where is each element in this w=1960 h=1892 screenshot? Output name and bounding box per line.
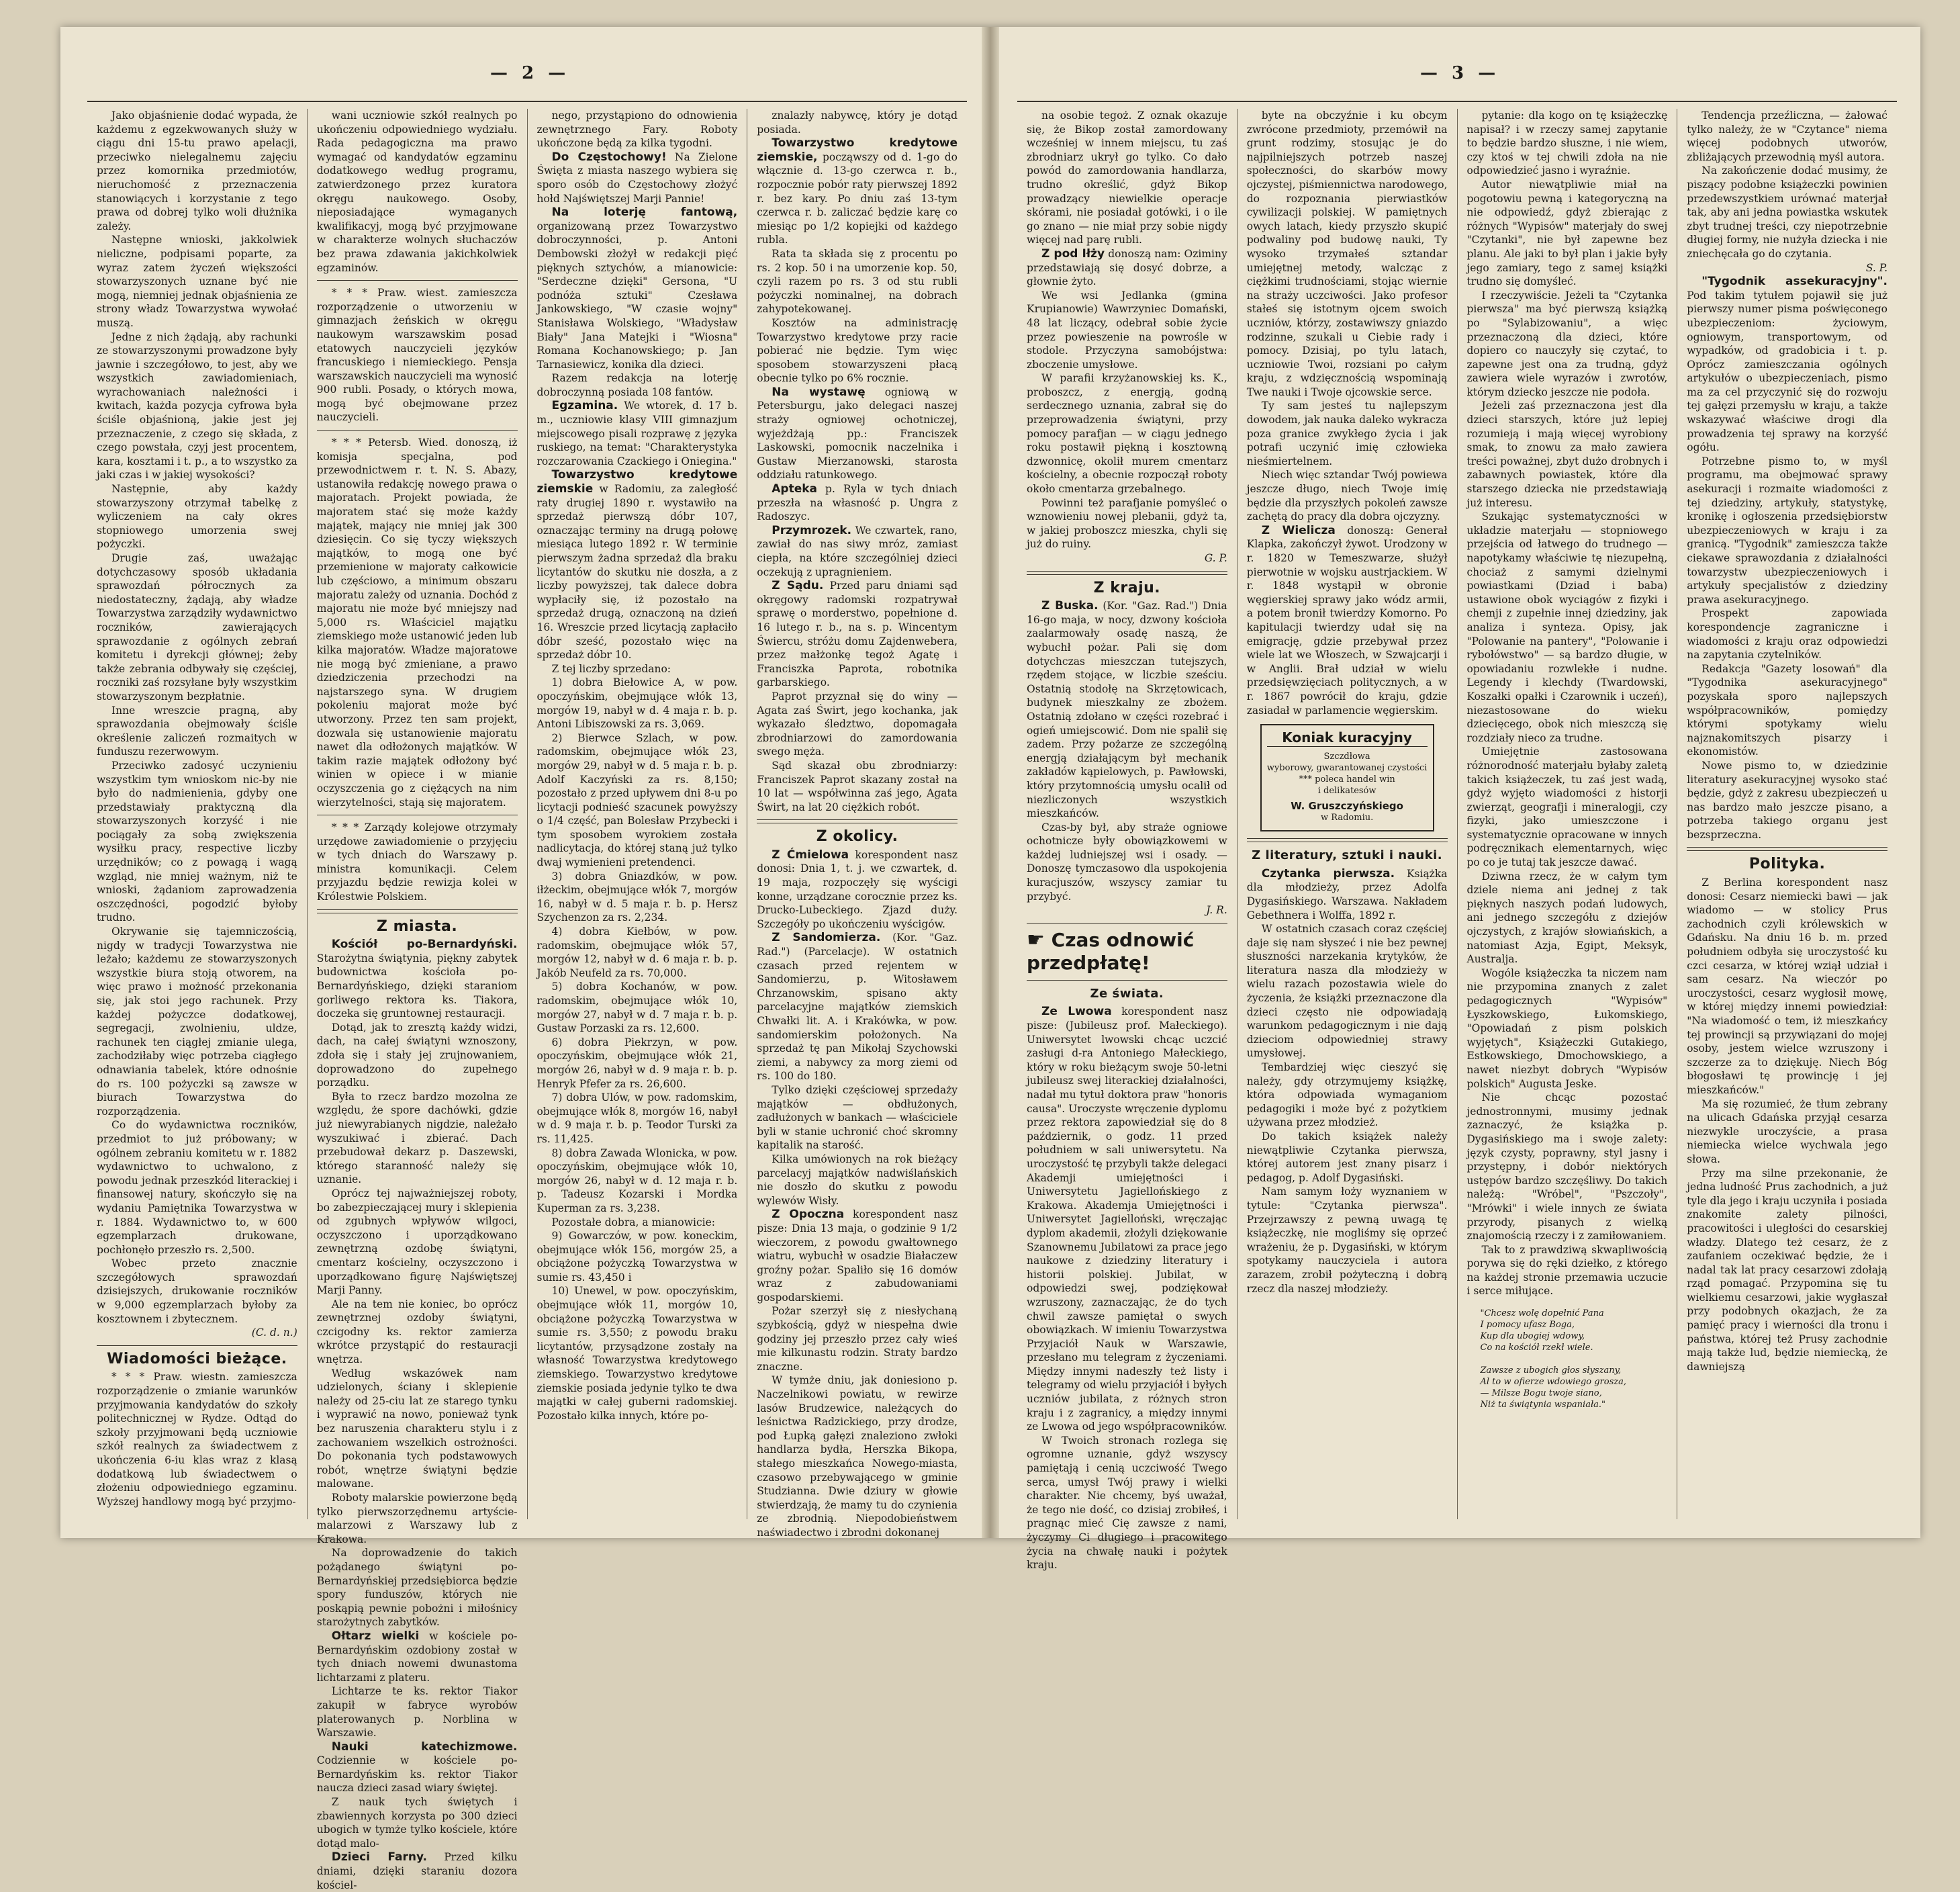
divider bbox=[757, 819, 958, 823]
paragraph-text: organizowaną przez Towarzystwo dobroczynności, p. Antoni Dembowski złożył w redakcji pięć pięknych sztychów, a mianowicie: "Serdeczne dzięki" Gersona, "U podnóża sztuki" Czesława Jankowskiego, "W czasie wojny" Stanisława Wolskiego, "Władysław Biały" Jana Matejki i "Wiosna" Romana Kochanowskiego; p. Jan Tarnasiewicz, konika dla dzieci. bbox=[536, 220, 738, 371]
paragraph-text: We czwartek, rano, zawiał do nas siwy mróz, zamiast ciepła, na które szczególniej dzieci oczekują z upragnieniem. bbox=[757, 524, 958, 578]
poem-line bbox=[1481, 1353, 1654, 1365]
paragraph: byte na obczyźnie i ku obcym zwrócone przedmioty, przemówił na grunt rodzimy, stosując je do najpilniejszych potrzeb naszej społeczności, do skarbów mowy ojczystej, piśmiennictwa narodowego, do rozpoznania pierwiastków cywilizacji polskiej. W pamiętnych owych latach, kiedy przyszło skupić podwaliny pod budowę nauki, Ty wysoko trzymałeś sztandar umiejętnej metody, walcząc z ciężkimi trudnościami, stojąc wiernie na straży uczciwości. Jako profesor stałeś się istotnym ojcem swoich uczniów, którzy, zostawiwszy gniazdo rodzinne, szukali u Ciebie rady i pomocy. Dzisiaj, po tylu latach, uczniowie Twoi, rozsiani po całym kraju, z wdzięcznością wspominają Twe nauki i Twoje ojcowskie serce. bbox=[1246, 109, 1448, 398]
subheading: Z Sandomierza. bbox=[772, 931, 881, 945]
poem-line: — Milsze Bogu twoje siano, bbox=[1480, 1388, 1602, 1399]
paragraph bbox=[1027, 1005, 1227, 1433]
paragraph bbox=[537, 468, 738, 662]
paragraph bbox=[757, 524, 958, 579]
subheading: Dzieci Farny. bbox=[331, 1850, 427, 1864]
subheading: Ołtarz wielki bbox=[331, 1629, 420, 1643]
paragraph: Z nauk tych świętych i zbawiennych korzysta po 300 dzieci ubogich w tymże tylko kościele, które dotąd malo- bbox=[316, 1796, 518, 1850]
right-columns bbox=[1017, 109, 1897, 1572]
signature: S. P. bbox=[1865, 261, 1887, 274]
paragraph: We wsi Jedlanka (gmina Krupianowie) Wawrzyniec Domański, 48 lat liczący, odebrał sobie życie przez powieszenie na powrośle w stodole. Przyczyna samobójstwa: zboczenie umysłowe. bbox=[1027, 289, 1227, 371]
paragraph: Wobec przeto znacznie szczegółowych sprawozdań dzisiejszych, drukowanie roczników w 9,000 egzemplarzach byłoby za kosztownem i zbytecznem. bbox=[97, 1257, 297, 1325]
paragraph: * * * Petersb. Wied. donoszą, iż komisja specjalna, pod przewodnictwem r. t. N. S. Abazy, ustanowiła redakcję nowego prawa o majoratach. Projekt powiada, że majoratem stać się może każdy majątek, mający nie mniej jak 300 dziesięcin. Co się tyczy większych majątków, to mogą one być przemienione w majoraty całkowicie lub częściowo, a minimum obszaru majoratu zależy od uznania. Dochód z majoratu nie może być mniejszy nad 5,000 rs. Właściciel majątku ziemskiego może ustanowić jeden lub kilka majoratów. Władze majoratowe nie mogą być zmieniane, a prawo dziedziczenia przechodzi na najstarszego syna. W drugiem pokoleniu majorat może być utworzony. Przez ten sam projekt, dozwala się ustanowienie majoratu nawet dla odłożonych majątków. W takim razie majątek odłożony być winien w opiece i w mianie oczyszczenia go z ciężących na nim wierzytelności, stają się majoratem. bbox=[316, 437, 518, 809]
paragraph bbox=[757, 1208, 958, 1304]
paragraph: 6) dobra Piekrzyn, w pow. opoczyńskim, obejmujące włók 21, morgów 26, nabył w d. 9 maja r. b. p. Henryk Pfefer za rs. 26,600. bbox=[536, 1036, 738, 1090]
left-page bbox=[60, 27, 990, 1891]
paragraph: Inne wreszcie pragną, aby sprawozdania obejmowały ściśle określenie zaliczeń rozmaitych w funduszu rezerwowym. bbox=[97, 704, 297, 758]
paragraph-text: Pod takim tytułem pojawił się już pierwszy numer pisma poświęconego ubezpieczeniom: życiowym, ogniowym, transportowym, od wypadków, od gradobicia i t. p. Oprócz zamieszczania ogólnych artykułów o ubezpieczeniach, pismo ma za cel przyczynić się do rozwoju tej gałęzi przemysłu w kraju, a także wskazywać właściwe drogi dla prowadzenia tej sprawy na korzyść ogółu. bbox=[1687, 289, 1887, 454]
paragraph: Autor niewątpliwie miał na pogotowiu pewną i kategoryczną na nie odpowiedź, gdyż zbierając z różnych "Wypisów" materjały do swej "Czytanki", nie był zapewne bez planu. Ale jaki to był plan i jakie były jego zamiary, tego z samej książki trudno się domyśleć. bbox=[1466, 178, 1668, 288]
paragraph: Na zakończenie dodać musimy, że piszący podobne książeczki powinien przedewszystkiem urównać materjał tak, aby ani jedna powiastka wskutek zbyt trudnej treści, czy niepotrzebnie długiej formy, nie nużyła dziecka i nie zniechęcała go do czytania. bbox=[1687, 165, 1887, 260]
paragraph-text: Przed paru dniami sąd okręgowy radomski rozpatrywał sprawę o morderstwo, popełnione d. 16 lutego r. b., na s. p. Wincentym Świercu, stróżu domu Zajdenwebera, przez małżonkę tegoż Agatę i Franciszka Paprota, robotnika garbarskiego. bbox=[757, 580, 958, 689]
paragraph bbox=[1027, 599, 1227, 821]
paragraph bbox=[537, 399, 738, 468]
divider bbox=[1027, 923, 1227, 924]
section-heading-country: Z kraju. bbox=[1093, 579, 1161, 596]
paragraph: Oprócz tej najważniejszej roboty, bo zabezpieczającej mury i sklepienia od zgubnych wpływów wilgoci, oczyszczono i uporządkowano zewnętrzną ozdobę świątyni, cmentarz kościelny, oczyszczono i uporządkowano figurę Najświętszej Marji Panny. bbox=[316, 1187, 518, 1297]
paragraph: Przy ma silne przekonanie, że jedna ludność Prus zachodnich, a już tyle dla jego i kraju uczyniła i posiada znakomite zalety pilności, pracowitości i uległości do cesarskiej władzy. Dlatego też cesarz, że z zaufaniem oczekiwać będzie, że i nadal tak lat pracy cesarzowi zdołają rząd pomagać. Przypomina się tu wielkiemu cesarzowi, jakie wygłaszał przy podobnych okazjach, że za pamięć pracy i wierności dla tronu i państwa, której też Prusy zachodnie mają także lud, będzie niemiecką, że dawniejszą bbox=[1687, 1167, 1887, 1373]
paragraph: 4) dobra Kiełbów, w pow. radomskim, obejmujące włók 57, morgów 12, nabył w d. 6 maja r. b. p. Jakób Neufeld za rs. 70,000. bbox=[536, 926, 738, 979]
paragraph: Rata ta składa się z procentu po rs. 2 kop. 50 i na umorzenie kop. 50, czyli razem po rs. 3 od stu rubli pożyczki nominalnej, na dobrach zahypotekowanej. bbox=[757, 247, 958, 316]
paragraph: Szukając systematyczności w układzie materjału — stopniowego przejścia od łatwego do trudnego — napotykamy właściwie tę niezupełną, chociaż z samymi dzielnymi powiastkami (Dziad i baba) ustawione obok wyciągów z fizyki i chemji z zupełnie innej dziedziny, jak analiza i synteza. Opisy, jak "Polowanie na pantery", "Polowanie i rybołówstwo" — są bardzo długie, w opowiadaniu rozwlekłe i nudne. Legendy i klechdy (Twardowski, Koszałki opałki i Czarownik i uczeń), niezastosowane do wieku dziecięcego, obok nich mieszczą się rozdziały nieco za trudne. bbox=[1466, 510, 1668, 744]
paragraph bbox=[757, 579, 958, 690]
subheading: Do Częstochowy! bbox=[551, 150, 667, 164]
paragraph: nego, przystąpiono do odnowienia zewnętrznego Fary. Roboty ukończone będą za kilka tygodni. bbox=[536, 109, 738, 150]
section-heading-city: Z miasta. bbox=[377, 917, 458, 935]
paragraph: Co do wydawnictwa roczników, przedmiot to już próbowany; w ogólnem zebraniu komitetu w r. 1882 wydawnictwo to uchwalono, z powodu jednak przeszkód literackiej i finansowej natury, skończyło się na wydaniu Pamiętnika Towarzystwa w r. 1884. Wydawnictwo to, w 600 egzemplarzach drukowane, pochłonęło przeszło rs. 2,500. bbox=[97, 1119, 297, 1256]
ad-city: w Radomiu. bbox=[1321, 813, 1374, 823]
paragraph: Jedne z nich żądają, aby rachunki ze stowarzyszonymi prowadzone były jawnie i szczegółowo, to jest, aby we wszystkich zawiadomieniach, wyrachowaniach należności i kwitach, każda pozycja cyfrowa była ściśle objaśnioną, jakie jest jej przeznaczenie, z czego się składa, z czego powstała, czyj jest procentem, kara, kosztami i t. p., a to wszystko za jaki czas i w jakiej wysokości? bbox=[97, 330, 297, 482]
divider bbox=[1027, 571, 1227, 575]
left-page-number: — 2 — bbox=[490, 63, 570, 83]
paragraph: Nam samym łoży wyznaniem w tytule: "Czytanka pierwsza". Przejrzawszy z pewną uwagą tę książeczkę, nie mogliśmy się oprzeć wrażeniu, że p. Dygasiński, w którym spotykamy nauczyciela i autora zarazem, zrobił pożyteczną i dobrą rzecz dla naszej młodzieży. bbox=[1246, 1185, 1448, 1295]
paragraph: 7) dobra Ulów, w pow. radomskim, obejmujące włók 8, morgów 16, nabył w d. 9 maja r. b. p. Teodor Turski za rs. 11,425. bbox=[536, 1091, 738, 1145]
right-page-number: — 3 — bbox=[1420, 63, 1500, 83]
paragraph: 1) dobra Biełowice A, w pow. opoczyńskim, obejmujące włók 13, morgów 19, nabył w d. 4 maja r. b. p. Antoni Libiszowski za rs. 3,069. bbox=[536, 676, 738, 731]
right-col-1 bbox=[1017, 109, 1238, 1572]
paragraph: 9) Gowarczów, w pow. koneckim, obejmujące włók 156, morgów 25, a obciążone pożyczką Towarzystwa w sumie rs. 43,450 i bbox=[536, 1230, 738, 1283]
subscription-promo bbox=[1027, 929, 1227, 975]
section-heading-world: Ze świata. bbox=[1090, 986, 1164, 1001]
left-col-4 bbox=[747, 109, 967, 1539]
divider bbox=[317, 909, 518, 913]
paragraph bbox=[317, 1629, 518, 1684]
paragraph-text: Codziennie w kościele po-Bernardyńskim ks. rektor Tiakor naucza dzieci zasad wiary świętej. bbox=[316, 1754, 518, 1795]
ad-line: wyborowy, gwarantowanej czystości bbox=[1266, 763, 1428, 774]
paragraph: Była to rzecz bardzo mozolna ze względu, że spore dachówki, gdzie już niewyrabianych nigdzie, należało wyszukiwać i zbierać. Dach przebudował dekarz p. Daszewski, którego staranność należy się uznanie. bbox=[316, 1090, 518, 1186]
subheading: Apteka bbox=[772, 482, 818, 496]
divider bbox=[1027, 980, 1227, 981]
promo-line: Czas odnowić bbox=[1051, 928, 1195, 951]
paragraph: Następnie, aby każdy stowarzyszony otrzymał tabelkę z wyliczeniem na cały okres stopniowego umorzenia swej pożyczki. bbox=[97, 483, 297, 551]
paragraph-text: począwszy od d. 1-go do włącznie d. 13-go czerwca r. b., rozpocznie pobór raty pierwszej 1892 r. bez kary. Po dniu zaś 13-tym czerwca r. b. zaliczać będzie karę co miesiąc po 1/2 kopiejki od każdego rubla. bbox=[757, 150, 958, 246]
subheading: Z Buska. bbox=[1041, 599, 1099, 613]
section-heading-news: Wiadomości bieżące. bbox=[107, 1350, 287, 1367]
paragraph: Z tej liczby sprzedano: bbox=[551, 662, 671, 675]
subheading: Towarzystwo kredytowe ziemskie bbox=[536, 468, 738, 496]
paragraph bbox=[1027, 247, 1227, 289]
paragraph bbox=[757, 386, 958, 482]
paragraph: Roboty malarskie powierzone będą tylko pierwszorzędnemu artyście-malarzowi z Warszawy lub z Krakowa. bbox=[316, 1492, 518, 1545]
left-header-rule bbox=[87, 101, 967, 102]
paragraph-text: Książka dla młodzieży, przez Adolfa Dygasińskiego. Warszawa. Nakładem Gebethnera i Wolffa, 1892 r. bbox=[1246, 867, 1448, 921]
paragraph bbox=[537, 206, 738, 371]
paragraph: Kilka umówionych na rok bieżący parcelacyj majątków nadwiślańskich nie doszło do skutku z powodu wylewów Wisły. bbox=[757, 1153, 958, 1207]
subheading: Egzamina. bbox=[551, 399, 618, 413]
subheading: Na wystawę bbox=[772, 385, 866, 399]
signature: G. P. bbox=[1204, 552, 1227, 564]
paragraph: Potrzebne pismo to, w myśl programu, ma obejmować sprawy asekuracji i rozmaite wiadomości z tej dziedziny, artykuły, statystykę, kronikę i ogłoszenia przedsiębiorstw ubezpieczeniowych w kraju i za granicą. "Tygodnik" zamieszcza także ciekawe sprawozdania z działalności towarzystw ubezpieczeniowych i artykuły specjalistów z dziedziny prawa asekuracyjnego. bbox=[1687, 455, 1887, 606]
paragraph: Kosztów na administrację Towarzystwo kredytowe przy racie pobierać nie będzie. Tym więc sposobem stowarzyszeni płacą obecnie tylko po 6% rocznie. bbox=[757, 316, 958, 385]
pointing-hand-icon: ☛ bbox=[1027, 928, 1045, 952]
divider bbox=[317, 280, 518, 281]
paragraph: Powinni też parafjanie pomyśleć o wznowieniu nowej plebanii, gdyż ta, w jakiej proboszcz mieszka, chyli się już do ruiny. bbox=[1027, 496, 1227, 551]
paragraph: znalazły nabywcę, który je dotąd posiada. bbox=[757, 109, 958, 136]
paragraph: 10) Unewel, w pow. opoczyńskim, obejmujące włók 11, morgów 10, obciążone pożyczką Towarzystwa w sumie rs. 3,550; z powodu braku licytantów, przysądzone zostały na własność Towarzystwa kredytowego ziemskiego. Towarzystwo kredytowe ziemskie posiada jedynie tylko te dwa majątki w całej guberni radomskiej. Pozostało kilka innych, które po- bbox=[536, 1285, 738, 1422]
paragraph: Do takich książek należy niewątpliwie Czytanka pierwsza, której autorem jest znany pisarz i pedagog, p. Adolf Dygasiński. bbox=[1246, 1130, 1448, 1184]
paragraph: 5) dobra Kochanów, w pow. radomskim, obejmujące włók 10, morgów 27, nabył w d. 7 maja r. b. p. Gustaw Porzaski za rs. 12,600. bbox=[536, 981, 738, 1035]
paragraph: W ostatnich czasach coraz częściej daje się nam słyszeć i nie bez pewnej słuszności narzekania krytyków, że literatura nasza dla młodzieży w wielu razach pozostawia wiele do życzenia, że książki przeznaczone dla dzieci często nie odpowiadają warunkom pedagogicznym i nie dają dzieciom odpowiedniej strawy umysłowej. bbox=[1246, 923, 1448, 1060]
paragraph bbox=[757, 136, 958, 247]
subheading: Z Wielicza bbox=[1261, 523, 1336, 537]
paragraph: 3) dobra Gniazdków, w pow. iłżeckim, obejmujące włók 7, morgów 16, nabył w d. 5 maja r. b. p. Hersz Szychenzon za rs. 2,234. bbox=[536, 870, 738, 924]
paragraph-text: Przed kilku dniami, dzięki staraniu dozora kościel- bbox=[316, 1851, 518, 1891]
paragraph bbox=[1247, 867, 1448, 922]
ad-line: i delikatesów bbox=[1317, 786, 1376, 797]
section-heading-region: Z okolicy. bbox=[816, 828, 898, 846]
paragraph: Umiejętnie zastosowana różnorodność materjału byłaby zaletą takich książeczek, tu zaś jest wadą, gdyż wyjęto wiadomości z historji zwierząt, geografji i mineralogji, czy fizyki, jako umieszczone i systematycznie opracowane w innych podręcznikach elementarnych, więc po co je tutaj tak jeszcze dawać. bbox=[1466, 746, 1668, 869]
paragraph: Lichtarze te ks. rektor Tiakor zakupił w fabryce wyrobów platerowanych p. Norblina w Warszawie. bbox=[316, 1685, 518, 1740]
paragraph: Ale na tem nie koniec, bo oprócz zewnętrznej ozdoby świątyni, czcigodny ks. rektor zamierza wkrótce przystąpić do restauracji wnętrza. bbox=[316, 1298, 518, 1366]
paragraph bbox=[317, 1850, 518, 1892]
paragraph: Przeciwko zadosyć uczynieniu wszystkim tym wnioskom nic-by nie było do nadmienienia, gdyby one przedstawiały praktyczną dla stowarzyszonych korzyść i nie pociągały za sobą zwiększenia wysiłku pracy, respective liczby urzędników; co z powagą i wagą wzgląd, nie mniej ważnym, niż te wnioski, żądaniom zaprowadzenia oszczędności, pogodzić byłoby trudno. bbox=[97, 759, 297, 924]
paragraph bbox=[317, 938, 518, 1021]
poem-line: "Chcesz wolę dopełnić Pana bbox=[1480, 1308, 1604, 1319]
signature: J. R. bbox=[1206, 904, 1227, 917]
paragraph bbox=[757, 482, 958, 524]
poem-line: I pomocy ufasz Boga, bbox=[1480, 1320, 1575, 1331]
paragraph-text: ogniową w Petersburgu, jako delegaci naszej straży ogniowej ochotniczej, wyjeżdżają pp.: Franciszek Laskowski, pomocnik naczelnika i Gustaw Mierzanowski, starosta oddziału ratunkowego. bbox=[757, 386, 958, 482]
paragraph: * * * Praw. wiest. zamieszcza rozporządzenie o utworzeniu w gimnazjach żeńskich w okręgu naukowym warszawskim posad etatowych nauczycieli języków francuskiego i niemieckiego. Pensja warszawskich nauczycieli ma wynosić 900 rubli. Posady, o których mowa, mogą być obejmowane przez nauczycieli. bbox=[316, 287, 518, 424]
paragraph: Niech więc sztandar Twój powiewa jeszcze długo, niech Twoje imię będzie dla przyszłych pokoleń zawsze zachętą do pracy dla dobra ojczyzny. bbox=[1246, 469, 1448, 523]
signature: (C. d. n.) bbox=[251, 1326, 297, 1339]
paragraph-text: korespondent nasz pisze: Dnia 13 maja, o godzinie 9 1/2 wieczorem, z powodu gwałtownego wiatru, wybuchł w osadzie Białaczew groźny pożar. Spaliło się 16 domów wraz z zabudowaniami gospodarskiemi. bbox=[757, 1208, 958, 1304]
paragraph: Paprot przyznał się do winy — Agata zaś Świrt, jego kochanka, jak wykazało śledztwo, dopomagała zbrodniarzowi do zamordowania swego męża. bbox=[757, 690, 958, 758]
ad-line: Szczdłowa bbox=[1323, 752, 1370, 762]
paragraph-text: donoszą nam: Oziminy przedstawiają się dosyć dobrze, a głownie żyto. bbox=[1027, 247, 1227, 288]
paragraph-text: Na Zielone Święta z miasta naszego wybiera się sporo osób do Częstochowy złożyć hołd Najświętszej Marji Pannie! bbox=[536, 150, 738, 205]
paragraph-text: korespondent nasz donosi: Dnia 1, t. j. we czwartek, d. 19 maja, rozpoczęły się wyścigi konne, urządzane corocznie przez ks. Drucko-Lubeckiego. Zjazd duży. Szczegóły po ukończeniu wyścigów. bbox=[757, 848, 958, 930]
poem-line: Al to w ofierze wdowiego grosza, bbox=[1480, 1377, 1627, 1388]
paragraph-text: (Kor. "Gaz. Rad.") (Parcelacje). W ostatnich czasach przed rejentem w Sandomierzu, p. Witosławem Chrzanowskim, spisano akty parcelacyjne majątków ziemskich Chwałki lit. A. i Krakówka, w pow. sandomierskim położonych. Na sprzedaż tę pan Mikołaj Szychowski ziemi, a nabywcy za morg ziemi od rs. 100 do 180. bbox=[757, 932, 958, 1083]
paragraph bbox=[757, 848, 958, 932]
paragraph: Na doprowadzenie do takich pożądanego świątyni po-Bernardyńskiej przedsiębiorca będzie spory funduszów, których nie poskąpią pewnie pobożni i miłośnicy starożytnych zabytków. bbox=[316, 1547, 518, 1629]
paragraph: Tembardziej więc cieszyć się należy, gdy otrzymujemy książkę, która odpowiada wymaganiom pedagogiki i może być z pożytkiem używana przez młodzież. bbox=[1246, 1061, 1448, 1129]
subheading: Czytanka pierwsza. bbox=[1261, 866, 1395, 881]
paragraph bbox=[537, 150, 738, 206]
cognac-advertisement bbox=[1260, 724, 1434, 831]
paragraph: pytanie: dla kogo on tę książeczkę napisał? i w rzeczy samej zapytanie to będzie bardzo słuszne, i nie wiem, czy ktoś w tej chwili zdoła na nie odpowiedzieć jasno i wyraźnie. bbox=[1466, 109, 1668, 177]
right-page bbox=[990, 27, 1920, 1572]
divider bbox=[1247, 838, 1448, 842]
paragraph: Czas-by był, aby straże ogniowe ochotnicze były obowiązkowemi w każdej ludniejszej wsi i osady. — Donoszę tymczasowo dla uspokojenia kuracjuszów, wszyscy zamiar tu przybyć. bbox=[1027, 821, 1227, 903]
paragraph-text: w Radomiu, za zaległość raty drugiej 1890 r. wystawiło na sprzedaż pierwszą dóbr 107, oznaczając terminy na drugą połowę miesiąca lutego 1892 r. W terminie pierwszym żadna sprzedaż dla braku licytantów do skutku nie doszła, a z liczby powyższej, tak dalece dobra wypłaciły się, iż pozostało na sprzedaż drugą, oznaczoną na dzień 16. Wreszcie przed licytacją zapłaciło dóbr sześć, pozostało więc na sprzedaż dóbr 10. bbox=[536, 483, 738, 662]
right-col-4 bbox=[1677, 109, 1897, 1519]
paragraph bbox=[317, 1740, 518, 1795]
paragraph: Razem redakcja na loterję dobroczynną posiada 108 fantów. bbox=[536, 372, 738, 398]
paragraph-text: donoszą: Generał Klapka, zakończył żywot. Urodzony w r. 1820 w Temeszwarze, służył pierwotnie w wojsku austrjackiem. W r. 1848 wystąpił w obronie węgierskiej sprawy jako wódz armii, a potem bronił twierdzy Komorno. Po kapitulacji twierdzy udał się na emigrację, gdzie przebywał przez wiele lat we Włoszech, w Szwajcarji i w Anglii. Brał udział w wielu przedsięwzięciach politycznych, a w r. 1867 powrócił do kraju, gdzie zasiadał w parlamencie węgierskim. bbox=[1246, 524, 1448, 717]
paragraph: W Twoich stronach rozlega się ogromne uznanie, gdyż wszyscy pamiętają i cenią uczciwość Twego serca, umysł Twój prawy i wielki charakter. Nie chcemy, byś uważał, że tego nie dość, co dzisiaj zrobiłeś, i pragnąc mieć Cię zawsze z nami, życzymy Ci długiego i pracowitego życia na chwałę nauki i pożytek kraju. bbox=[1027, 1434, 1227, 1572]
paragraph: Prospekt zapowiada korespondencje zagraniczne i wiadomości z kraju oraz odpowiedzi na zapytania czytelników. bbox=[1687, 607, 1887, 662]
paragraph: Okrywanie się tajemniczością, nigdy w tradycji Towarzystwa nie leżało; każdemu ze stowarzyszonych wszystkie biura stoją otworem, na więc prawo i możność przekonania się, jak stoi jego rachunek. Przy każdej pożyczce dodatkowej, segregacji, zwolnieniu, uldze, rachunek ten ciągłej zmianie ulega, zachodziłaby więc potrzeba ciągłego odnawiania tabelek, które odnośnie do rs. 100 pożyczki są zawsze w biurach Towarzystwa do rozporządzenia. bbox=[97, 926, 297, 1118]
paragraph-text: (Kor. "Gaz. Rad.") Dnia 16-go maja, w nocy, dzwony kościoła zaalarmowały osadę naszą, że wybuchł pożar. Pali się dom dotychczas mieszczan tutejszych, rzędem stojące, w liczbie sześciu. Ostatnią stodołę na Skrzętowicach, budynek mieszkalny ze zbożem. Ostatnią zdołano w części rozebrać i ogień umiejscowić. Dom nie spalił się zadem. Przy pożarze ze szczególną energją działającym był mechanik zakładów kąpielowych, p. Pawłowski, który przytomnością umysłu ocalił od niezliczonych wszystkich mieszkańców. bbox=[1027, 600, 1227, 820]
poem bbox=[1481, 1308, 1654, 1410]
paragraph: Redakcja "Gazety losowań" dla "Tygodnika asekuracyjnego" pozyskała sporo najlepszych współpracowników, pomiędzy którymi spotykamy wielu najznakomitszych pisarzy i ekonomistów. bbox=[1687, 662, 1887, 758]
paragraph: Tendencja przeźliczna, — żałować tylko należy, że w "Czytance" niema więcej podobnych utworów, zbliżających przewodnią myśl autora. bbox=[1687, 109, 1887, 163]
paragraph: Z Berlina korespondent nasz donosi: Cesarz niemiecki bawi — jak wiadomo — w stolicy Prus zachodnich czyli królewskich w Gdańsku. Na dniu 16 b. m. przed południem odbyła się uroczystość ku czci cesarza, w której wziął udział i sam cesarz. Na wieczór po uroczystości, cesarz wygłosił mowę, w której między innemi powiedział: "Na wiadomość o tem, iż mieszkańcy tej prowincji są przywiązani do mojej osoby, jestem wielce wzruszony i szczerze za to dziękuję. Niech Bóg błogosławi tę prowincję i jej mieszkańców." bbox=[1687, 876, 1887, 1096]
subheading: Z Opoczna bbox=[772, 1208, 845, 1222]
paragraph: Tak to z prawdziwą skwapliwością porywa się do ręki dziełko, z którego na każdej stronie przemawia uczucie i serce miłujące. bbox=[1466, 1243, 1668, 1298]
section-heading-literature: Z literatury, sztuki i nauki. bbox=[1252, 848, 1443, 863]
paragraph: Pożar szerzył się z niesłychaną szybkością, gdyż w niespełna dwie godziny jej przeszło przez cały wieś mie kilkunastu rodzin. Straty bardzo znaczne. bbox=[757, 1305, 958, 1373]
paragraph bbox=[1247, 524, 1448, 717]
divider bbox=[317, 430, 518, 431]
paragraph: wani uczniowie szkół realnych po ukończeniu odpowiedniego wydziału. Rada pedagogiczna ma prawo wymagać od kandydatów egzaminu dodatkowego według programu, zatwierdzonego przez kuratora okręgu naukowego. Osoby, nieposiadające wymaganych kwalifikacyj, mogą być przyjmowane w charakterze wolnych słuchaczów bez prawa zdawania jakichkolwiek egzaminów. bbox=[316, 109, 518, 274]
paragraph: Dziwna rzecz, że w całym tym dziele niema ani jednej z tak pięknych naszych podań ludowych, ani jednego szczegółu z dziejów ojczystych, z krajów słowiańskich, a natomiast Azja, Egipt, Meksyk, Australja. bbox=[1466, 870, 1668, 966]
subheading: Z Sądu. bbox=[772, 579, 824, 593]
section-heading-politics: Polityka. bbox=[1748, 856, 1826, 873]
paragraph bbox=[757, 931, 958, 1083]
left-col-1 bbox=[87, 109, 308, 1519]
poem-line: Kup dla ubogiej wdowy, bbox=[1480, 1331, 1585, 1342]
paragraph bbox=[1687, 275, 1887, 455]
paragraph: Ty sam jesteś tu najlepszym dowodem, jak nauka daleko wykracza poza granice zwykłego życia i jak potrafi uczynić imię człowieka nieśmiertelnem. bbox=[1246, 400, 1448, 467]
paragraph: Dotąd, jak to zresztą każdy widzi, dach, na całej świątyni wznoszony, zdoła się i stały jej zrujnowaniem, doprowadzono do zupełnego porządku. bbox=[316, 1021, 518, 1089]
paragraph: Według wskazówek nam udzielonych, ściany i sklepienie należy od 25-ciu lat ze starego tynku i wyprawić na nowo, ponieważ tynk bez naruszenia charakteru stylu i z zachowaniem wszelkich ostrożności. Do pokonania tych podstawowych robót, wnętrze świątyni będzie malowane. bbox=[316, 1367, 518, 1490]
subheading: Z pod Iłży bbox=[1041, 246, 1105, 261]
subheading: "Tygodnik assekuracyjny". bbox=[1701, 275, 1887, 289]
paragraph-text: w kościele po-Bernardyńskim ozdobiony został w tych dniach nowemi dwunastoma lichtarzami z plateru. bbox=[316, 1629, 518, 1684]
paragraph: Jeżeli zaś przeznaczona jest dla dzieci starszych, które już lepiej rozumieją i mają więcej wyrobiony smak, to znowu za mało zawiera treści poważnej, zbyt dużo drobnych i zabawnych powiastek, które dla starszego dziecka nie przedstawiają już interesu. bbox=[1466, 400, 1668, 509]
paragraph: Tylko dzięki częściowej sprzedaży majątków — obdłużonych, zadłużonych w bankach — właściciele byli w stanie uchronić choć skromny kapitalik na starość. bbox=[757, 1083, 958, 1152]
right-col-2 bbox=[1238, 109, 1458, 1519]
paragraph-text: p. Ryla w tych dniach przeszła na własność p. Ungra z Radoszyc. bbox=[757, 483, 958, 523]
ad-firm-name: W. Gruszczyńskiego bbox=[1291, 800, 1403, 813]
paragraph: Nowe pismo to, w dziedzinie literatury asekuracyjnej wysoko stać będzie, gdyż z zakresu ubezpieczeń u nas bardzo mało jeszcze pisano, a potrzeba takiego organu jest bezsprzeczna. bbox=[1687, 759, 1887, 841]
poem-line: Niż ta świątynia wspaniała." bbox=[1480, 1400, 1606, 1410]
subheading: Towarzystwo kredytowe ziemskie, bbox=[757, 136, 958, 164]
subheading: Z Ćmielowa bbox=[772, 848, 849, 862]
subheading: Przymrozek. bbox=[772, 523, 852, 537]
paragraph: Drugie zaś, uważając dotychczasowy sposób układania sprawozdań półrocznych za niedostateczny, żądają, aby władze Towarzystwa zarządziły wydawnictwo roczników, zawierających sprawozdanie z ogólnych zebrań komitetu i dyrekcji głównej; żeby także zebrania odbywały się częściej, roczniki zaś rozsyłane były wszystkim stowarzyszonym bezpłatnie. bbox=[97, 552, 297, 703]
paragraph: na osobie tegoż. Z oznak okazuje się, że Bikop został zamordowany wcześniej w innem miejscu, tu zaś zbrodniarz ukrył go tylko. Co dało powód do zamordowania handlarza, trudno określić, gdyż Bikop prowadzący niewielkie operacje skórami, nie posiadał gotówki, i o ile go znano — nie miał przy sobie nigdy więcej nad parę rubli. bbox=[1027, 109, 1227, 246]
ad-title: Koniak kuracyjny bbox=[1267, 732, 1428, 747]
paragraph: 2) Bierwce Szlach, w pow. radomskim, obejmujące włók 23, morgów 29, nabył w d. 5 maja r. b. p. Adolf Kaczyński za rs. 8,150; pozostało z przed upływem dni 8-u po licytacji podnieść szacunek powyższy o 1/4 część, pan Bolesław Przybecki i tym sposobem wyrokiem została nadlicytacja, do której staną już tylko dwaj wymienieni pretendenci. bbox=[536, 731, 738, 869]
paragraph: W tymże dniu, jak doniesiono p. Naczelnikowi powiatu, w rewirze lasów Brudzewice, należących do leśnictwa Radzickiego, przy drodze, pod Łupką gałęzi znaleziono zwłoki handlarza bydła, Herszka Bikopa, stałego mieszkańca Nowego-miasta, czasowo przebywającego w gminie Studzianna. Dwie dziury w głowie stwierdzają, że mamy tu do czynienia ze zbrodnią. Niepodobieństwem naświadectwo i zbrodni dokonanej bbox=[757, 1374, 958, 1539]
paragraph: Jako objaśnienie dodać wypada, że każdemu z egzekwowanych służy w ciągu dni 15-tu prawo apelacji, przeciwko nielegalnemu zajęciu przez komornika przedmiotów, nieruchomość z przeznaczenia stanowiących i korzystanie z tego prawa od dobrej tylko woli dłużnika zależy. bbox=[97, 109, 297, 232]
subheading: Nauki katechizmowe. bbox=[331, 1740, 518, 1754]
paragraph: Wogóle książeczka ta niczem nam nie przypomina znanych z zalet pedagogicznych "Wypisów" Łyszkowskiego, Łukomskiego, "Opowiadań z pism polskich wyjętych", Książeczki Gutakiego, Estkowskiego, Dmochowskiego, a nawet niezbyt dobrych "Wypisów polskich" Augusta Jeske. bbox=[1466, 966, 1668, 1090]
subheading: Ze Lwowa bbox=[1041, 1005, 1112, 1019]
paragraph: Następne wnioski, jakkolwiek nieliczne, podpisami poparte, za wyraz zatem życzeń większości stowarzyszonych uznane być nie mogą, niemniej jednak objaśnienia ze strony władz Towarzystwa wywołać muszą. bbox=[97, 234, 297, 329]
left-columns bbox=[87, 109, 967, 1891]
paragraph: 8) dobra Zawada Wlonicka, w pow. opoczyńskim, obejmujące włók 10, morgów 26, nabył w d. 12 maja r. b. p. Tadeusz Kozarski i Mordka Kuperman za rs. 3,238. bbox=[536, 1146, 738, 1214]
divider bbox=[1687, 847, 1887, 851]
paragraph-text: We wtorek, d. 17 b. m., uczniowie klasy VIII gimnazjum miejscowego pisali rozprawę z języka ruskiego, na temat: "Charakterystyka rozczarowania Czackiego i Onieginа." bbox=[536, 400, 738, 467]
poem-line: Co na kościół rzekł wiele. bbox=[1480, 1343, 1593, 1353]
left-col-2 bbox=[308, 109, 528, 1891]
paragraph: I rzeczywiście. Jeżeli ta "Czytanka pierwsza" ma być pierwszą książką po "Sylabizowaniu", a więc przeznaczoną dla dzieci, które dopiero co nauczyły się czytać, to zapewne jest ona za trudną, gdyż zawiera wiele wyrazów i zwrotów, którym dziecko jeszcze nie podoła. bbox=[1466, 289, 1668, 398]
newspaper-spread bbox=[60, 27, 1920, 1891]
paragraph: Pozostałe dobra, a mianowicie: bbox=[551, 1216, 715, 1228]
subheading: Kościół po-Bernardyński. bbox=[331, 938, 518, 952]
paragraph: * * * Zarządy kolejowe otrzymały urzędowe zawiadomienie o przyjęciu w tych dniach do Warszawy p. ministra komunikacji. Celem przyjazdu będzie rewizja kolei w Królestwie Polskiem. bbox=[316, 821, 518, 903]
paragraph: * * * Praw. wiestn. zamieszcza rozporządzenie o zmianie warunków przyjmowania kandydatów do szkoły politechnicznej w Rydze. Odtąd do szkoły przyjmowani będą uczniowie szkół realnych za świadectwem z ukończenia 6-iu klas wraz z klasą dodatkową lub świadectwem o złożeniu odpowiedniego egzaminu. Wyższej handlowy mogą być przyjmo- bbox=[97, 1371, 297, 1508]
paragraph: Nie chcąc pozostać jednostronnymi, musimy jednak zaznaczyć, że książka p. Dygasińskiego ma i swoje zalety: język czysty, poprawny, styl jasny i przystępny, i dobór niektórych ustępów bardzo szczęśliwy. Do takich należą: "Wróbel", "Pszczoły", "Mrówki" i wiele innych ze świata przyrody, pisanych z wielką znajomością rzeczy i z zamiłowaniem. bbox=[1466, 1091, 1668, 1243]
ad-line: *** poleca handel win bbox=[1299, 774, 1395, 785]
right-col-3 bbox=[1458, 109, 1678, 1519]
poem-line: Zawsze z ubogich głos słyszany, bbox=[1480, 1365, 1622, 1376]
paragraph-text: korespondent nasz pisze: (Jubileusz prof. Małeckiego). Uniwersytet lwowski chcąc uczcić zasługi d-ra Antoniego Małeckiego, który w roku bieżącym swoje 50-letni jubileusz swej literackiej działalności, nadał mu tytuł doktora praw "honoris causa". Uroczyste wręczenie dyplomu przez rektora zapowiedział się do 8 październik, o godz. 11 przed południem w sali uniwersytetu. Na uroczystość tę przybyli także delegaci Akademji umiejętności i Uniwersytetu Jagiellońskiego z Krakowa. Akademja Umiejętności i Uniwersytet Jagielloński, wręczając dyplom akademii, złożyli dziękowanie Szanownemu Jubilatowi za prace jego naukowe z dziedziny literatury i historii polskiej. Jubilat, w odpowiedzi swej, podziękował wzruszony, zaznaczając, że do tych chwil zawsze pamiętał o swych obowiązkach. W imieniu Towarzystwa Przyjaciół Nauk w Warszawie, przesłano mu telegram z życzeniami. Między innymi nadeszły też listy i telegramy od wielu przyjaciół i byłych uczniów jubilata, z różnych stron kraju i z zagranicy, a między innymi ze Lwowa od jego współpracowników. bbox=[1027, 1005, 1227, 1433]
subheading: Na loterję fantową, bbox=[551, 206, 738, 220]
promo-line: przedpłatę! bbox=[1027, 951, 1150, 974]
paragraph: Sąd skazał obu zbrodniarzy: Franciszek Paprot skazany został na 10 lat — współwinna zaś jego, Agata Świrt, na lat 20 ciężkich robót. bbox=[757, 759, 958, 813]
paragraph: W parafii krzyżanowskiej ks. K., proboszcz, z energją, godną serdecznego uznania, zabrał się do przeprowadzenia świątyni, przy pomocy parafjan — w ciągu jednego roku postawił piękną i kosztowną dzwonnicę, okolił murem cmentarz kościelny, a obecnie rozpoczął roboty około cmentarza grzebalnego. bbox=[1027, 372, 1227, 496]
paragraph-text: Starożytna świątynia, piękny zabytek budownictwa kościoła po-Bernardyńskiego, dzięki staraniom gorliwego rektora ks. Tiakora, doczeka się gruntownej restauracji. bbox=[316, 952, 518, 1020]
page-gutter bbox=[982, 27, 999, 1538]
paragraph: Ma się rozumieć, że tłum zebrany na ulicach Gdańska przyjął cesarza niezwykle uroczyście, a prasa niemiecka wielce wychwala jego słowa. bbox=[1687, 1097, 1887, 1165]
left-col-3 bbox=[528, 109, 748, 1519]
divider bbox=[97, 1345, 297, 1346]
right-header-rule bbox=[1017, 101, 1897, 102]
